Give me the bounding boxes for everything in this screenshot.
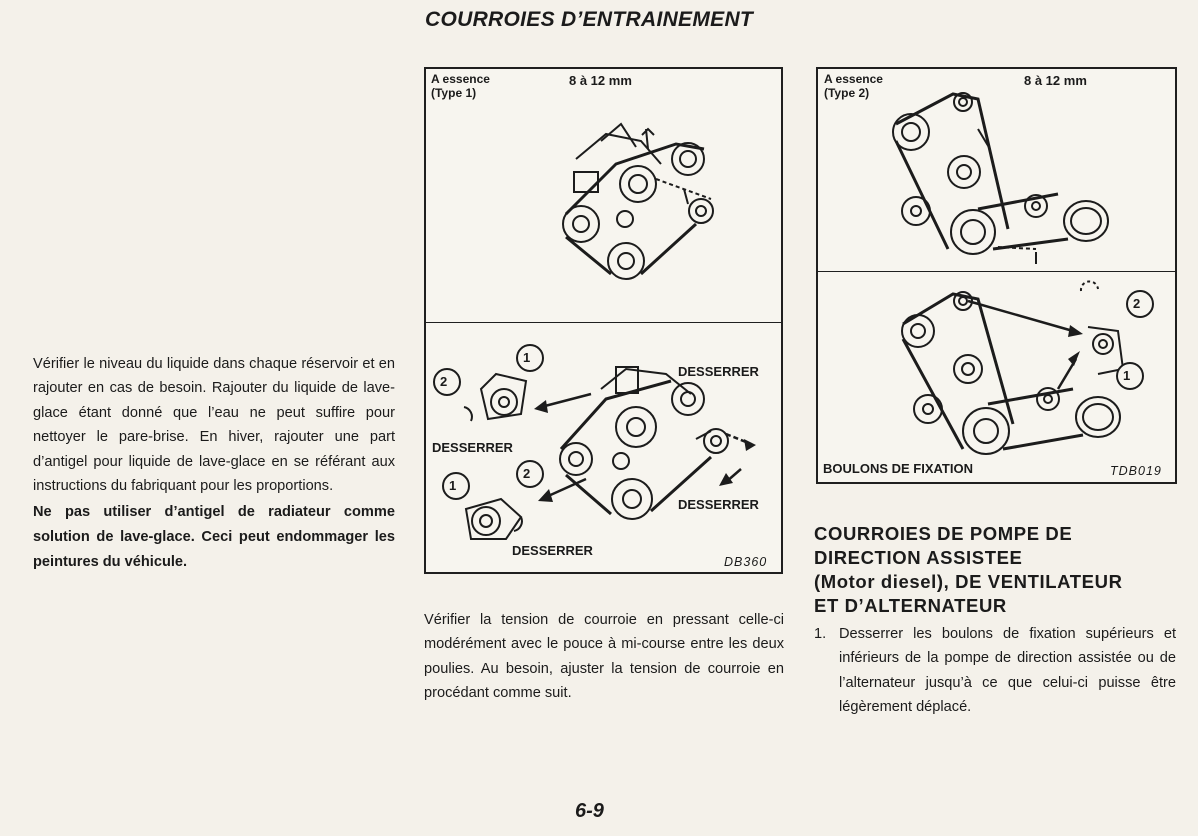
section-heading-line4: ET D’ALTERNATEUR — [814, 595, 1007, 616]
loosen-label-left: DESSERRER — [432, 440, 513, 455]
figure-type1-divider — [426, 322, 781, 323]
loosen-label-bottom: DESSERRER — [512, 543, 593, 558]
fuel-type1-label-line1: A essence — [431, 72, 490, 86]
callout-1-type2: 1 — [1123, 368, 1131, 383]
fuel-type2-label — [824, 72, 883, 100]
washer-fluid-paragraph: Vérifier le niveau du liquide dans chaque réservoir et en rajouter en cas de besoin. Rajouter du liquide de lave-glace étant donné que l’eau ne peut suffire pour nettoyer le pare-brise. En hiver, rajouter une part d’antigel pour liquide de lave-glace en se référant aux instructions du fabriquant pour les proportions. — [33, 356, 395, 495]
figure-code-tdb019: TDB019 — [1110, 464, 1162, 478]
loosen-label-top-right: DESSERRER — [678, 364, 759, 379]
figure-code-db360: DB360 — [724, 555, 768, 569]
belt-deflection-type2: 8 à 12 mm — [1024, 73, 1087, 88]
warning-paragraph: Ne pas utiliser d’antigel de radiateur comme solution de lave-glace. Ceci peut endommager les peintures du véhicule. — [33, 504, 395, 571]
section-heading-line2: DIRECTION ASSISTEE — [814, 547, 1023, 568]
figure-type1 — [424, 67, 783, 574]
fuel-type1-label — [431, 72, 490, 100]
page-title: COURROIES D’ENTRAINEMENT — [425, 8, 754, 31]
fuel-type2-label-line1: A essence — [824, 72, 883, 86]
section-heading — [814, 522, 1174, 618]
step-list — [814, 622, 1176, 720]
callout-1-top: 1 — [523, 350, 531, 365]
callout-2-bottom: 2 — [523, 466, 531, 481]
belt-diagram-type2-drawing — [818, 69, 1175, 482]
section-heading-line1: COURROIES DE POMPE DE — [814, 523, 1073, 544]
figure-type2 — [816, 67, 1177, 484]
mounting-bolts-label: BOULONS DE FIXATION — [823, 461, 973, 476]
callout-2-type2: 2 — [1133, 296, 1141, 311]
step-item-1 — [814, 622, 1176, 720]
figure-type2-divider — [818, 271, 1175, 272]
callout-1-bottom: 1 — [449, 478, 457, 493]
step-text: Desserrer les boulons de fixation supérieurs et inférieurs de la pompe de direction assistée ou de l’alternateur jusqu’à ce que celui-ci puisse être légèrement déplacé. — [839, 626, 1176, 716]
left-column — [33, 352, 395, 575]
step-number: 1. — [814, 626, 827, 642]
section-heading-line3: (Motor diesel), DE VENTILATEUR — [814, 571, 1123, 592]
loosen-label-bottom-right: DESSERRER — [678, 497, 759, 512]
belt-tension-paragraph: Vérifier la tension de courroie en pressant celle-ci modérément avec le pouce à mi-course entre les deux poulies. Au besoin, ajuster la tension de courroie en procédant comme suit. — [424, 612, 784, 702]
belt-deflection-type1: 8 à 12 mm — [569, 73, 632, 88]
fuel-type1-label-line2: (Type 1) — [431, 86, 477, 100]
fuel-type2-label-line2: (Type 2) — [824, 86, 870, 100]
callout-2-left: 2 — [440, 374, 448, 389]
page-number: 6-9 — [575, 800, 604, 822]
